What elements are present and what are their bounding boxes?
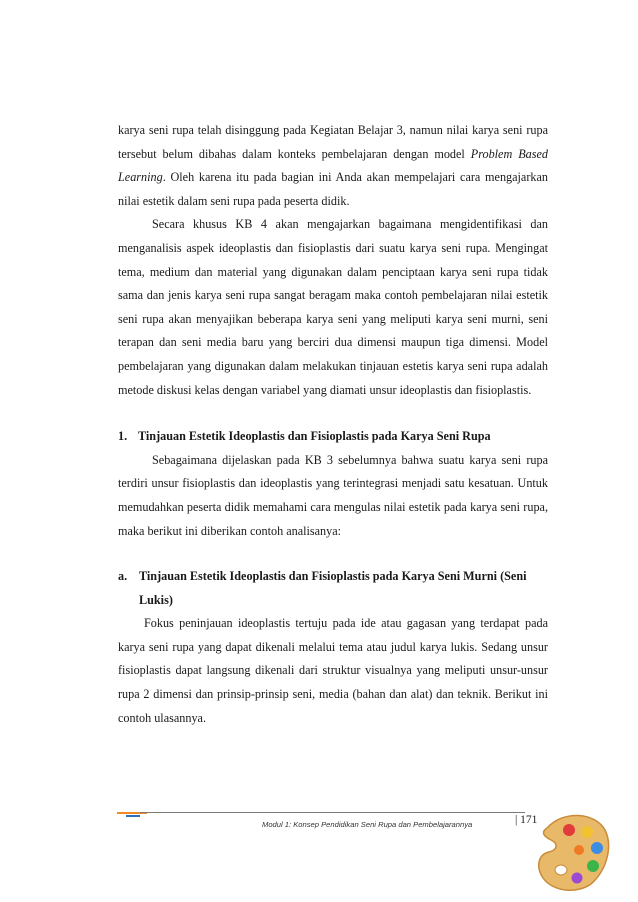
paragraph-intro-end: . Oleh karena itu pada bagian ini Anda akan mempelajari cara mengajarkan nilai estetik dalam seni rupa pada peserta didik. [118,170,548,208]
page-content [118,119,548,730]
section-title-1: Tinjauan Estetik Ideoplastis dan Fisioplastis pada Karya Seni Rupa [138,429,491,444]
footer-module-title: Modul 1: Konsep Pendidikan Seni Rupa dan Pembelajarannya [262,820,473,829]
footer-rule [140,812,525,813]
section-heading-1 [118,425,548,449]
footer-accent-blue [126,815,140,817]
page-number: | 171 [515,814,538,826]
paragraph-section-1: Sebagaimana dijelaskan pada KB 3 sebelumnya bahwa suatu karya seni rupa terdiri unsur fisioplastis dan ideoplastis yang terintegrasi menjadi satu kesatuan. Untuk memudahkan peserta didik memahami cara mengulas nilai estetik pada karya seni rupa, maka berikut ini diberikan contoh analisanya: [118,452,548,538]
paragraph-subsection-a: Fokus peninjauan ideoplastis tertuju pada ide atau gagasan yang terdapat pada karya seni rupa yang dapat dikenali melalui tema atau judul karya lukis. Sedang unsur fisioplastis dapat langsung dikenali dari struktur visualnya yang meliputi unsur-unsur rupa 2 dimensi dan prinsip-prinsip seni, media (bahan dan alat) dan teknik. Berikut ini contoh ulasannya. [118,616,548,725]
paragraph-intro-italic: Problem Based Learning [118,146,548,185]
paragraph-intro [118,119,548,213]
subsection-letter-a: a. [118,569,128,584]
paragraph-intro-text: karya seni rupa telah disinggung pada Kegiatan Belajar 3, namun nilai karya seni rupa tersebut belum dibahas dalam konteks pembelajaran dengan model [118,123,548,161]
subsection-heading-a [118,565,548,612]
subsection-title-a: Tinjauan Estetik Ideoplastis dan Fisioplastis pada Karya Seni Murni (Seni Lukis) [139,569,527,607]
section-number-1: 1. [118,429,128,444]
paragraph-kb4: Secara khusus KB 4 akan mengajarkan bagaimana mengidentifikasi dan menganalisis aspek ideoplastis dan fisioplastis dari suatu karya seni rupa. Mengingat tema, medium dan material yang digunakan dalam penciptaan karya seni rupa tidak sama dan jenis karya seni rupa sangat beragam maka contoh pembelajaran nilai estetik seni rupa akan menyajikan beberapa karya seni yang meliputi karya seni murni, seni terapan dan seni media baru yang berciri dua dimensi maupun tiga dimensi. Model pembelajaran yang digunakan dalam melakukan tinjauan estetis karya seni rupa adalah metode diskusi kelas dengan variabel yang diamati unsur ideoplastis dan fisioplastis. [118,217,548,397]
paint-palette-icon [533,808,613,894]
